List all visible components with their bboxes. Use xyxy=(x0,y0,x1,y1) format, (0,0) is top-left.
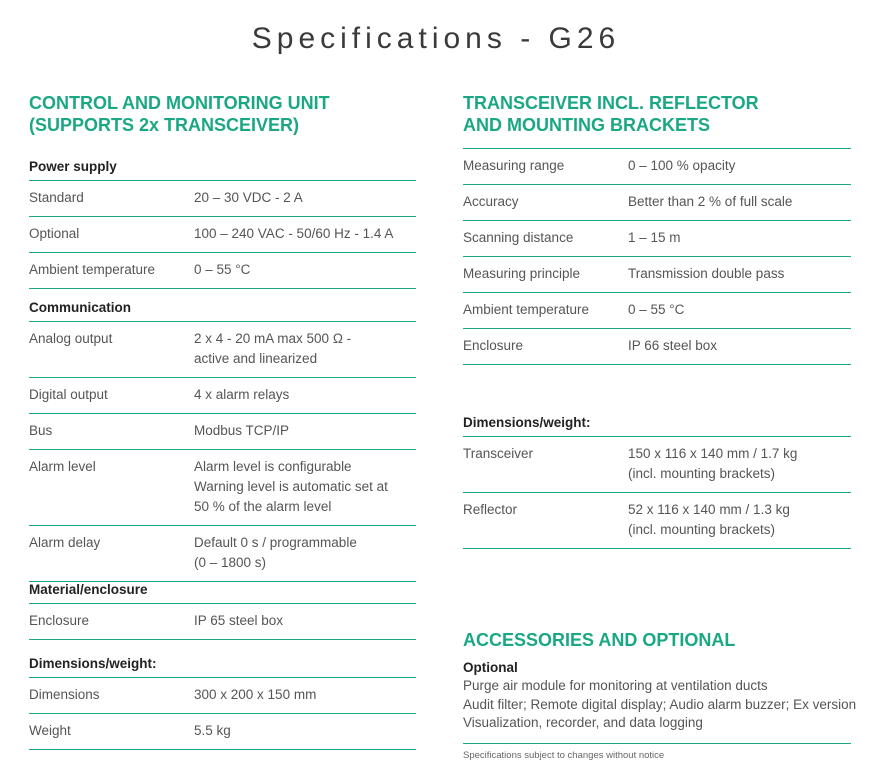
spec-value-line: Default 0 s / programmable xyxy=(194,535,357,550)
spec-value xyxy=(194,678,416,714)
spec-value-line: 300 x 200 x 150 mm xyxy=(194,687,317,702)
spec-row xyxy=(463,185,851,221)
spec-row xyxy=(29,414,416,450)
spec-row xyxy=(463,437,851,493)
spec-value xyxy=(194,181,416,217)
optional-title: Optional xyxy=(463,660,518,675)
material-section xyxy=(29,582,416,640)
spec-value-line: Transmission double pass xyxy=(628,266,785,281)
right-dimensions-section xyxy=(463,415,851,549)
accessories-section xyxy=(463,629,857,761)
spec-row xyxy=(29,217,416,253)
accessories-heading: ACCESSORIES AND OPTIONAL xyxy=(463,630,736,650)
spec-row xyxy=(463,221,851,257)
spec-key: Standard xyxy=(29,181,194,217)
control-unit-column xyxy=(29,92,416,738)
spec-row xyxy=(29,678,416,714)
spec-value xyxy=(194,714,416,750)
spec-value xyxy=(194,604,416,640)
communication-table xyxy=(29,322,416,582)
spec-key: Enclosure xyxy=(29,604,194,640)
spec-row xyxy=(29,604,416,640)
optional-line: Purge air module for monitoring at ventilation ducts xyxy=(463,678,768,693)
spec-row xyxy=(29,526,416,582)
spec-value-line: (0 – 1800 s) xyxy=(194,555,267,570)
spec-row xyxy=(29,181,416,217)
spec-key: Measuring principle xyxy=(463,257,628,293)
spec-value xyxy=(194,217,416,253)
spec-key: Reflector xyxy=(463,493,628,549)
spec-value-line: 5.5 kg xyxy=(194,723,231,738)
spec-value-line: active and linearized xyxy=(194,351,318,366)
spec-value-line: 52 x 116 x 140 mm / 1.3 kg xyxy=(628,502,790,517)
spec-value xyxy=(628,437,851,493)
spec-key: Weight xyxy=(29,714,194,750)
spec-key: Scanning distance xyxy=(463,221,628,257)
material-table xyxy=(29,604,416,640)
spec-value-line: Warning level is automatic set at xyxy=(194,479,388,494)
spec-row xyxy=(29,322,416,378)
spec-value-line: Better than 2 % of full scale xyxy=(628,194,793,209)
spec-value xyxy=(628,257,851,293)
spec-value xyxy=(194,450,416,526)
spec-value-line: IP 65 steel box xyxy=(194,613,284,628)
transceiver-heading: TRANSCEIVER INCL. REFLECTOR AND MOUNTING BRACKETS xyxy=(463,93,759,135)
spec-key: Digital output xyxy=(29,378,194,414)
communication-title: Communication xyxy=(29,300,416,322)
spec-row xyxy=(463,493,851,549)
spec-key: Alarm level xyxy=(29,450,194,526)
spec-key: Bus xyxy=(29,414,194,450)
spec-value-line: (incl. mounting brackets) xyxy=(628,466,776,481)
spec-key: Alarm delay xyxy=(29,526,194,582)
control-unit-heading: CONTROL AND MONITORING UNIT (SUPPORTS 2x TRANSCEIVER) xyxy=(29,93,330,135)
material-title: Material/enclosure xyxy=(29,582,416,604)
spec-key: Enclosure xyxy=(463,329,628,365)
footnote: Specifications subject to changes without notice xyxy=(463,743,851,761)
spec-value xyxy=(194,378,416,414)
spec-value xyxy=(628,221,851,257)
right-dimensions-title: Dimensions/weight: xyxy=(463,415,851,437)
spec-value-line: IP 66 steel box xyxy=(628,338,718,353)
spec-value-line: 50 % of the alarm level xyxy=(194,499,332,514)
spec-row xyxy=(463,257,851,293)
communication-section xyxy=(29,300,416,582)
spec-value-line: 1 – 15 m xyxy=(628,230,681,245)
spec-key: Ambient temperature xyxy=(463,293,628,329)
power-supply-title: Power supply xyxy=(29,159,416,181)
spec-value xyxy=(194,322,416,378)
spec-value-line: 2 x 4 - 20 mA max 500 Ω - xyxy=(194,331,352,346)
spec-key: Optional xyxy=(29,217,194,253)
spec-value-line: 150 x 116 x 140 mm / 1.7 kg xyxy=(628,446,798,461)
spec-key: Ambient temperature xyxy=(29,253,194,289)
spec-row xyxy=(463,329,851,365)
spec-value xyxy=(194,253,416,289)
spec-row xyxy=(29,378,416,414)
spec-value-line: (incl. mounting brackets) xyxy=(628,522,776,537)
left-dimensions-table xyxy=(29,678,416,750)
spec-value xyxy=(194,526,416,582)
power-supply-section xyxy=(29,159,416,289)
spec-value xyxy=(628,185,851,221)
spec-key: Dimensions xyxy=(29,678,194,714)
power-supply-table xyxy=(29,181,416,289)
spec-value xyxy=(194,414,416,450)
transceiver-specs-table xyxy=(463,148,851,365)
left-dimensions-title: Dimensions/weight: xyxy=(29,656,416,678)
spec-value-line: Modbus TCP/IP xyxy=(194,423,290,438)
transceiver-specs-section xyxy=(463,148,851,365)
spec-key: Transceiver xyxy=(463,437,628,493)
left-dimensions-section xyxy=(29,656,416,750)
spec-key: Measuring range xyxy=(463,149,628,185)
spec-key: Analog output xyxy=(29,322,194,378)
spec-row xyxy=(29,253,416,289)
spec-value-line: 4 x alarm relays xyxy=(194,387,290,402)
spec-value-line: Alarm level is configurable xyxy=(194,459,352,474)
transceiver-column xyxy=(463,92,857,761)
spec-value xyxy=(628,293,851,329)
spec-value-line: 0 – 55 °C xyxy=(628,302,685,317)
spec-row xyxy=(463,149,851,185)
spec-value-line: 0 – 55 °C xyxy=(194,262,251,277)
optional-line: Visualization, recorder, and data logging xyxy=(463,715,703,730)
spec-row xyxy=(463,293,851,329)
optional-list xyxy=(463,677,857,733)
page-title: Specifications - G26 xyxy=(251,22,621,55)
spec-value-line: 0 – 100 % opacity xyxy=(628,158,736,173)
spec-value-line: 100 – 240 VAC - 50/60 Hz - 1.4 A xyxy=(194,226,394,241)
spec-key: Accuracy xyxy=(463,185,628,221)
spec-value-line: 20 – 30 VDC - 2 A xyxy=(194,190,303,205)
spec-row xyxy=(29,714,416,750)
right-dimensions-table xyxy=(463,437,851,549)
spec-row xyxy=(29,450,416,526)
spec-value xyxy=(628,493,851,549)
spec-value xyxy=(628,149,851,185)
optional-line: Audit filter; Remote digital display; Audio alarm buzzer; Ex version xyxy=(463,696,857,712)
spec-value xyxy=(628,329,851,365)
